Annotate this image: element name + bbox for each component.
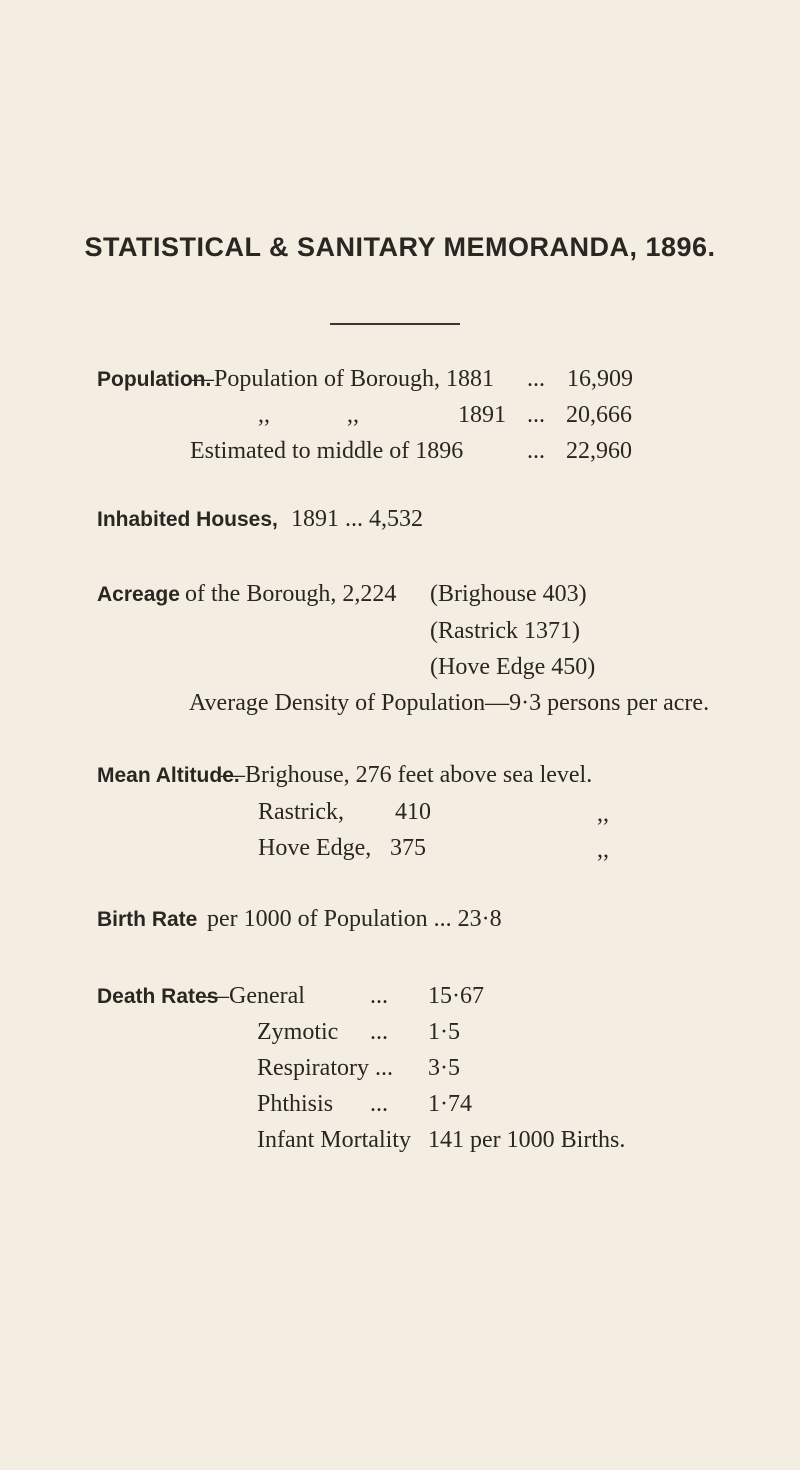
population-1881-label: —Population of Borough, 1881 xyxy=(190,366,494,392)
acreage-total: of the Borough, 2,224 xyxy=(185,581,397,607)
houses-heading: Inhabited Houses, xyxy=(97,508,278,531)
ditto-mark: ,, xyxy=(258,402,270,428)
acreage-heading: Acreage xyxy=(97,583,180,606)
ditto-mark: ,, xyxy=(597,801,609,827)
population-1881-value: 16,909 xyxy=(567,366,633,392)
ditto-mark: ,, xyxy=(597,837,609,863)
population-1891-dots: ... xyxy=(527,402,545,428)
page-title: STATISTICAL & SANITARY MEMORANDA, 1896. xyxy=(84,232,716,262)
death-rate-value: 1·74 xyxy=(428,1091,472,1117)
population-density: Average Density of Population—9·3 persons per acre. xyxy=(189,690,710,716)
acreage-brighouse: (Brighouse 403) xyxy=(430,581,587,607)
death-rates-heading: Death Rates xyxy=(97,985,219,1008)
population-estimate-value: 22,960 xyxy=(566,438,632,464)
death-rate-value: 3·5 xyxy=(428,1055,460,1081)
acreage-rastrick: (Rastrick 1371) xyxy=(430,618,580,644)
birth-rate-value: per 1000 of Population ... 23·8 xyxy=(207,906,502,932)
altitude-rastrick-place: Rastrick, xyxy=(258,799,344,825)
death-rate-value: 15·67 xyxy=(428,983,484,1009)
birth-rate-heading: Birth Rate xyxy=(97,908,198,931)
population-1891-year: 1891 xyxy=(458,402,506,428)
death-rate-label: Zymotic xyxy=(257,1019,339,1045)
ditto-mark: ,, xyxy=(347,402,359,428)
altitude-hove-edge-value: 375 xyxy=(390,835,426,861)
death-rate-label: Phthisis xyxy=(257,1091,334,1117)
death-rate-dots: ... xyxy=(370,983,388,1009)
population-heading: Population. xyxy=(97,368,212,391)
title-divider xyxy=(330,323,460,325)
population-estimate-label: Estimated to middle of 1896 xyxy=(190,438,464,464)
death-rate-dots: ... xyxy=(370,1091,388,1117)
houses-value: 1891 ... 4,532 xyxy=(291,506,423,532)
acreage-hove-edge: (Hove Edge 450) xyxy=(430,654,596,680)
death-rate-label: Respiratory ... xyxy=(257,1055,393,1081)
death-rate-value: 1·5 xyxy=(428,1019,460,1045)
death-rate-value: 141 per 1000 Births. xyxy=(428,1127,626,1153)
population-estimate-dots: ... xyxy=(527,438,545,464)
death-rate-label: Infant Mortality xyxy=(257,1127,411,1153)
altitude-hove-edge-place: Hove Edge, xyxy=(258,835,372,861)
altitude-brighouse: —Brighouse, 276 feet above sea level. xyxy=(221,762,593,788)
death-rate-dots: ... xyxy=(370,1019,388,1045)
death-rate-label: —General xyxy=(205,983,305,1009)
population-1891-value: 20,666 xyxy=(566,402,632,428)
altitude-heading: Mean Altitude. xyxy=(97,764,240,787)
altitude-rastrick-value: 410 xyxy=(395,799,431,825)
population-1881-dots: ... xyxy=(527,366,545,392)
